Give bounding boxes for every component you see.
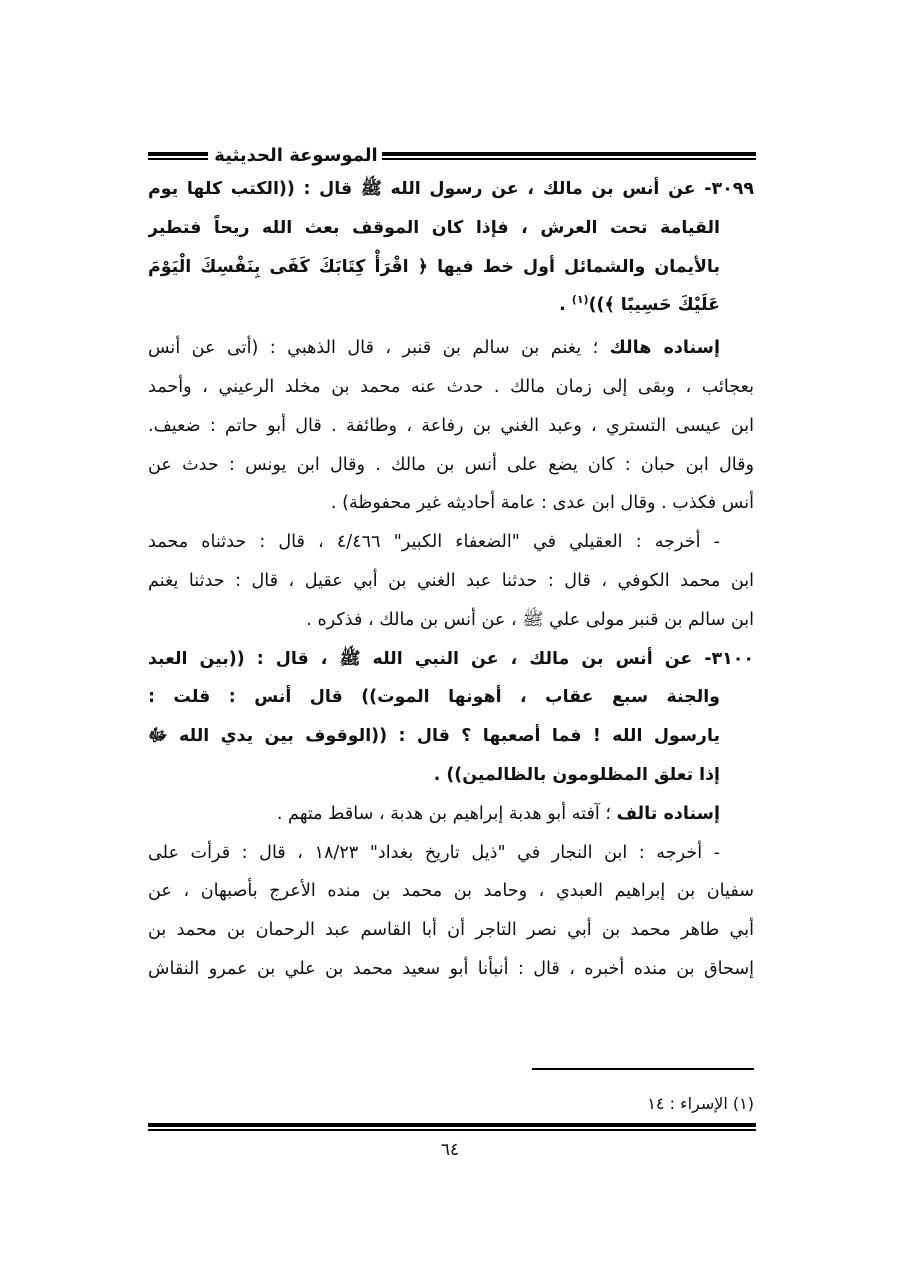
line-text: ابن عيسى التستري ، وعبد الغني بن رفاعة ، وطائفة . قال أبو حاتم : ضعيف. bbox=[148, 415, 754, 436]
page-number: ٦٤ bbox=[440, 1140, 460, 1160]
line-text: أبي طاهر محمد بن أبي نصر التاجر أن أبا القاسم عبد الرحمان بن محمد بن bbox=[148, 920, 754, 941]
line-text: إذا تعلق المظلومون بالظالمين)) . bbox=[433, 764, 720, 785]
text-line bbox=[148, 756, 754, 795]
text-line bbox=[148, 368, 754, 407]
header-title: الموسوعة الحديثية bbox=[214, 145, 378, 166]
line-text: ٣١٠٠- عن أنس بن مالك ، عن النبي الله ﷺ ، قال : ((بين العبد bbox=[148, 648, 754, 669]
text-line bbox=[148, 446, 754, 485]
line-text: - أخرجه : العقيلي في "الضعفاء الكبير" ٤/٤٦٦ ، قال : حدثناه محمد bbox=[148, 532, 720, 553]
header-rule-right bbox=[382, 152, 756, 161]
text-line bbox=[148, 329, 754, 368]
footnote: (١) الإسراء : ١٤ bbox=[647, 1094, 754, 1113]
text-line bbox=[148, 678, 754, 717]
page-header bbox=[148, 142, 756, 172]
line-text: عَلَيْكَ حَسِيبًا ﴾)) bbox=[588, 295, 720, 316]
line-text: بعجائب ، وبقى إلى زمان مالك . حدث عنه محمد بن مخلد الرعيني ، وأحمد bbox=[148, 376, 754, 397]
isnad-label: إسناده هالك bbox=[609, 338, 720, 359]
footnote-marker: (١) bbox=[571, 293, 589, 307]
text-line bbox=[148, 950, 754, 989]
line-text: ابن محمد الكوفي ، قال : حدثنا عبد الغني بن أبي عقيل ، قال : حدثنا يغنم bbox=[148, 570, 754, 591]
text-line bbox=[148, 640, 754, 679]
isnad-label: إسناده تالف bbox=[616, 803, 720, 824]
line-text: يارسول الله ! فما أصعبها ؟ قال : ((الوقوف بين يدي الله ﷻ bbox=[148, 726, 720, 747]
line-text: أنس فكذب . وقال ابن عدى : عامة أحاديثه غير محفوظة) . bbox=[330, 493, 754, 514]
line-text: ابن سالم بن قنبر مولى علي ﷺ ، عن أنس بن مالك ، فذكره . bbox=[306, 609, 754, 630]
line-text: ؛ يغنم بن سالم بن قنبر ، قال الذهبي : (أتى عن أنس bbox=[148, 338, 610, 359]
text-line bbox=[148, 717, 754, 756]
line-text: سفيان بن إبراهيم العبدي ، وحامد بن محمد بن منده الأعرج بأصبهان ، عن bbox=[148, 881, 754, 902]
text-line bbox=[148, 911, 754, 950]
text-line bbox=[148, 601, 754, 640]
text-line bbox=[148, 834, 754, 873]
text-line bbox=[148, 795, 754, 834]
text-line bbox=[148, 407, 754, 446]
text-line bbox=[148, 248, 754, 287]
text-line bbox=[148, 484, 754, 523]
line-text: - أخرجه : ابن النجار في "ذيل تاريخ بغداد" ١٨/٢٣ ، قال : قرأت على bbox=[148, 842, 720, 863]
footer-rule bbox=[148, 1123, 756, 1132]
line-text: القيامة تحت العرش ، فإذا كان الموقف بعث الله ريحاً فتطير bbox=[148, 217, 720, 238]
line-text: ؛ آفته أبو هدبة إبراهيم بن هدبة ، ساقط متهم . bbox=[276, 803, 617, 824]
text-line bbox=[148, 872, 754, 911]
body-text bbox=[148, 170, 754, 989]
line-text: ٣٠٩٩- عن أنس بن مالك ، عن رسول الله ﷺ قال : ((الكتب كلها يوم bbox=[148, 179, 754, 199]
header-rule-left bbox=[148, 152, 208, 161]
text-line bbox=[148, 209, 754, 248]
line-text: إسحاق بن منده أخبره ، قال : أنبأنا أبو سعيد محمد بن علي بن عمرو النقاش bbox=[148, 958, 754, 979]
text-line bbox=[148, 562, 754, 601]
footnote-separator bbox=[532, 1068, 754, 1070]
line-text: وقال ابن حبان : كان يضع على أنس بن مالك . وقال ابن يونس : حدث عن bbox=[148, 454, 754, 475]
line-text: بالأيمان والشمائل أول خط فيها ﴿ اقْرَأْ كِتَابَكَ كَفَى بِنَفْسِكَ الْيَوْمَ bbox=[148, 256, 720, 277]
line-text: والجنة سبع عقاب ، أهونها الموت)) قال أنس : قلت : bbox=[148, 687, 720, 708]
text-line bbox=[148, 170, 754, 209]
line-tail: . bbox=[559, 295, 572, 316]
text-line bbox=[148, 286, 754, 325]
text-line bbox=[148, 523, 754, 562]
